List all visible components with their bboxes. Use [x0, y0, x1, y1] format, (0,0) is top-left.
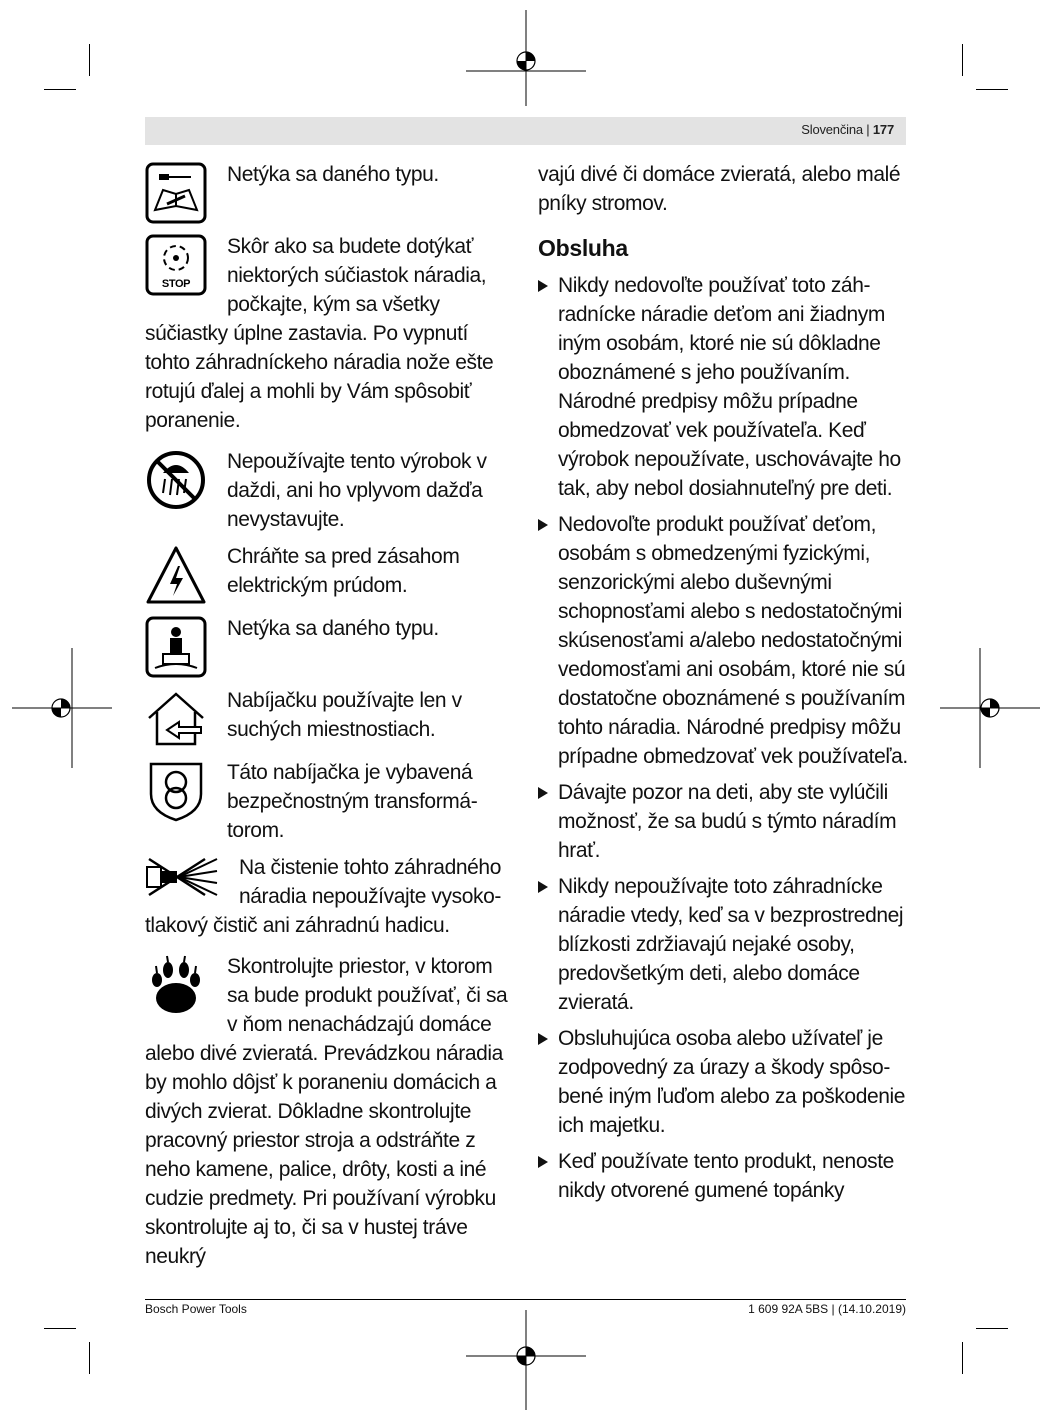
- no-rain-icon: [145, 449, 207, 511]
- symbol-block: [145, 853, 515, 940]
- list-item: Obsluhujúca osoba alebo užívateľ je zodpovedný za úrazy a škody spôsobené iným ľuďom alebo za poškodenie ich majetku.: [538, 1024, 910, 1140]
- list-item: Dávajte pozor na deti, aby ste vylúčili možnosť, že sa budú s týmto náradím hrať.: [538, 778, 910, 865]
- symbol-block: [145, 160, 515, 224]
- registration-mark-bottom: [466, 1310, 586, 1410]
- symbol-block: [145, 614, 515, 678]
- symbol-block: [145, 686, 515, 750]
- list-item: Keď používate tento produkt, nenoste nikdy otvorené gumené topánky: [538, 1147, 910, 1205]
- bullet-triangle-icon: [538, 1156, 548, 1168]
- page-number: 177: [872, 122, 894, 137]
- left-column: [145, 160, 515, 1283]
- section-title: Obsluha: [538, 235, 628, 261]
- bullet-triangle-icon: [538, 519, 548, 531]
- symbol-block: [145, 447, 515, 534]
- page-header: [145, 117, 906, 145]
- symbol-text: Nepoužívajte tento výrobok v daždi, ani ho vplyvom dažďa nevystavujte.: [227, 450, 487, 531]
- electric-shock-warning-icon: [145, 544, 207, 606]
- symbol-text: Chráňte sa pred zásahom elektrickým prúdom.: [227, 545, 460, 597]
- right-column: [538, 160, 910, 1212]
- symbol-text: Netýka sa daného typu.: [227, 617, 439, 640]
- footer-divider: [145, 1299, 906, 1300]
- list-item: Nikdy nepoužívajte toto záhradnícke náradie vtedy, keď sa v bezprostrednej blízkosti zdržiavajú nejaké osoby, predovšetkým deti, alebo domáce zvieratá.: [538, 872, 910, 1017]
- bullet-triangle-icon: [538, 787, 548, 799]
- svg-text:STOP: STOP: [161, 278, 191, 290]
- symbol-text: Skôr ako sa budete dotýkať niektorých súčiastok náradia, počkajte, kým sa všetky súčiastky úplne zastavia. Po vypnutí tohto záhradníckeho náradia nože ešte rotujú ďalej a mohli by Vám spôsobiť poranenie.: [145, 235, 494, 432]
- symbol-text: Netýka sa daného typu.: [227, 163, 439, 186]
- symbol-block: [145, 952, 515, 1271]
- symbol-block: [145, 542, 515, 606]
- bullet-triangle-icon: [538, 280, 548, 292]
- symbol-text: Skontrolujte priestor, v ktorom sa bude produkt používať, či sa v ňom nenachádzajú domáce alebo divé zvieratá. Prevádzkou náradia by mohlo dôjsť k poraneniu domácich a divých zvierat. Dôkladne skontrolujte pracovný priestor stroja a odstráňte z neho kamene, palice, drôty, kosti a iné cudzie predmety. Pri používaní výrobku skontrolujte aj to, či sa v hustej tráve neukrý: [145, 955, 508, 1268]
- continuation-paragraph: vajú divé či domáce zvieratá, alebo malé pníky stromov.: [538, 163, 901, 215]
- footer-brand: Bosch Power Tools: [145, 1302, 247, 1316]
- symbol-text: Táto nabíjačka je vybavená bezpečnostným transformátorom.: [227, 761, 478, 842]
- registration-mark-left: [12, 648, 112, 768]
- stop-blades-icon: [145, 234, 207, 296]
- symbol-text: Na čistenie tohto záhradného náradia nepoužívajte vysokotlakový čistič ani záhradnú hadicu.: [145, 856, 502, 937]
- no-pressure-washer-icon: [145, 855, 219, 899]
- registration-mark-right: [940, 648, 1040, 768]
- animal-paw-icon: [145, 954, 207, 1016]
- safety-transformer-icon: [145, 760, 207, 822]
- footer-doc-number: 1 609 92A 5BS | (14.10.2019): [748, 1302, 906, 1316]
- list-item: Nikdy nedovoľte používať toto záhradnícke náradie deťom ani žiadnym iným osobám, ktoré nie sú dôkladne oboznámené s jeho používaním. Národné predpisy môžu prípadne obmedzovať vek používateľa. Keď výrobok nepoužívate, uschovávajte ho tak, aby nebol dosiahnuteľný pre deti.: [538, 271, 910, 503]
- bullet-triangle-icon: [538, 1033, 548, 1045]
- header-text: Slovenčina | 177: [801, 122, 894, 137]
- symbol-text: Nabíjačku používajte len v suchých miestnostiach.: [227, 689, 462, 741]
- symbol-block: [145, 758, 515, 845]
- list-item: Nedovoľte produkt používať deťom, osobám s obmedzenými fyzickými, senzorickými alebo duševnými schopnosťami alebo s nedostatočnými skúsenosťami a/alebo nedostatočnými vedomosťami ani osobám, ktoré nie sú dostatočne oboznámené s používaním tohto náradia. Národné predpisy môžu prípadne obmedzovať vek používateľa.: [538, 510, 910, 771]
- header-language: Slovenčina: [801, 122, 863, 137]
- indoor-house-icon: [145, 688, 207, 750]
- registration-mark-top: [466, 10, 586, 110]
- symbol-block: [145, 232, 515, 435]
- manual-icon: [145, 162, 207, 224]
- bullet-triangle-icon: [538, 881, 548, 893]
- operator-icon: [145, 616, 207, 678]
